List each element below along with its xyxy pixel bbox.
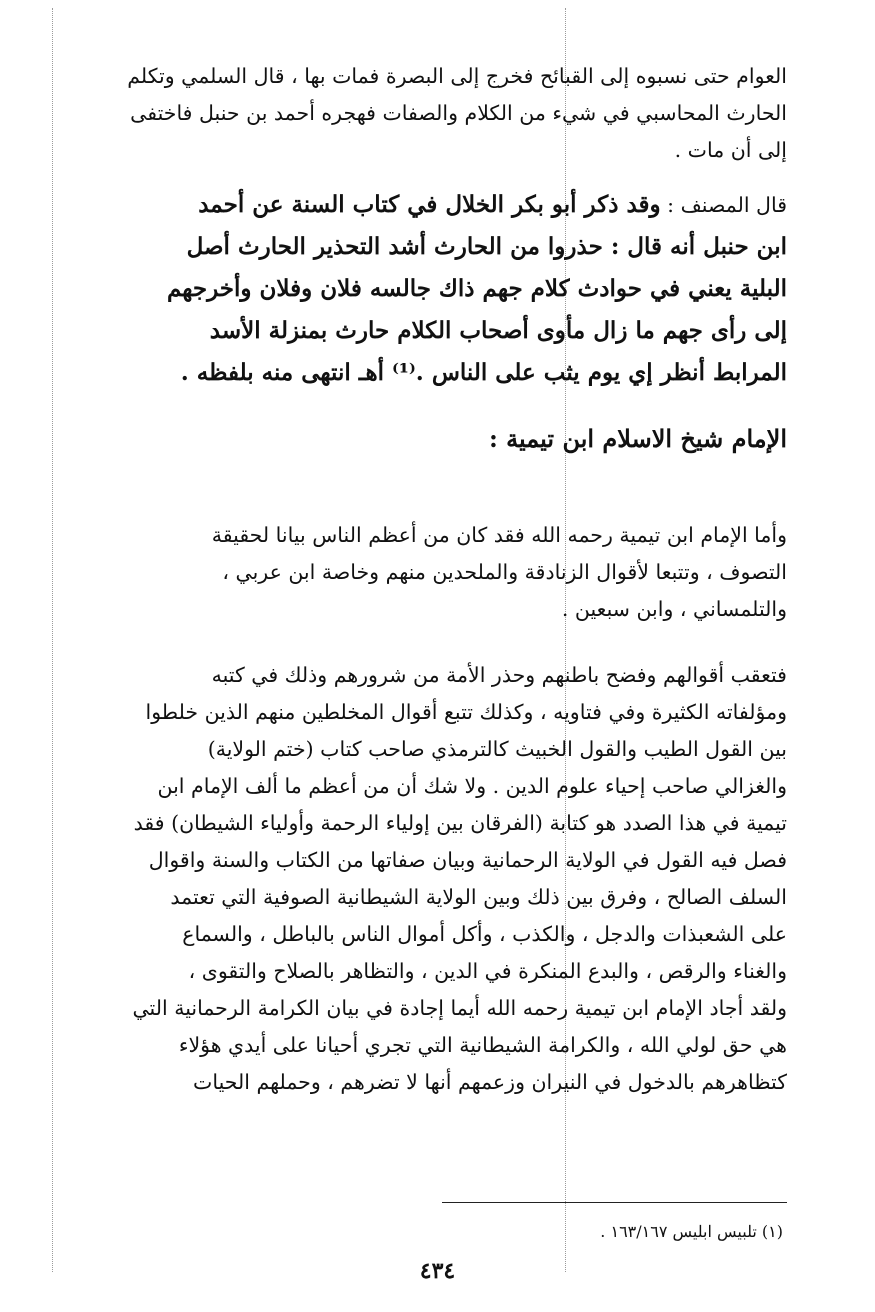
text-line: المرابط أنظر إي يوم يثب على الناس .⁽¹⁾ أهـ انتهى منه بلفظه . (180, 359, 787, 386)
footnote-divider (442, 1202, 787, 1203)
text-line: ابن حنبل أنه قال : حذروا من الحارث أشد التحذير الحارث أصل (186, 233, 787, 260)
paragraph-4 (87, 657, 787, 1101)
text-line: إلى أن مات . (674, 138, 787, 162)
footnote: (١) تلبيس ابليس ١٦٣/١٦٧ . (600, 1222, 783, 1241)
text-line: التصوف ، وتتبعا لأقوال الزنادقة والملحدين منهم وخاصة ابن عربي ، (222, 560, 787, 584)
text-line: إلى رأى جهم ما زال مأوى أصحاب الكلام حارث بمنزلة الأسد (209, 317, 787, 344)
text-line: كتظاهرهم بالدخول في النيران وزعمهم أنها لا تضرهم ، وحملهم الحيات (193, 1070, 787, 1094)
text-line: وأما الإمام ابن تيمية رحمه الله فقد كان من أعظم الناس بيانا لحقيقة (211, 523, 787, 547)
page-number: ٤٣٤ (419, 1258, 456, 1284)
text-line: الحارث المحاسبي في شيء من الكلام والصفات فهجره أحمد بن حنبل فاختفى (130, 101, 787, 125)
text-line: هي حق لولي الله ، والكرامة الشيطانية التي تجري أحيانا على أيدي هؤلاء (178, 1033, 787, 1057)
section-heading: الإمام شيخ الاسلام ابن تيمية : (488, 424, 787, 453)
text-line: والغزالي صاحب إحياء علوم الدين . ولا شك أن من أعظم ما ألف الإمام ابن (157, 774, 787, 798)
text-line: البلية يعني في حوادث كلام جهم ذاك جالسه فلان وفلان وأخرجهم (166, 275, 787, 302)
paragraph-2-quote (87, 184, 787, 394)
paragraph-3 (87, 517, 787, 628)
text-line: فتعقب أقوالهم وفضح باطنهم وحذر الأمة من شرورهم وذلك في كتبه (211, 663, 787, 687)
paragraph-1 (87, 58, 787, 169)
text-line: العوام حتى نسبوه إلى القبائح فخرج إلى البصرة فمات بها ، قال السلمي وتكلم (127, 64, 787, 88)
text-line: ولقد أجاد الإمام ابن تيمية رحمه الله أيما إجادة في بيان الكرامة الرحمانية التي (132, 996, 787, 1020)
text-line: بين القول الطيب والقول الخبيث كالترمذي صاحب كتاب (ختم الولاية) (207, 737, 787, 761)
quote-intro: قال المصنف : (660, 193, 787, 217)
text-line: والغناء والرقص ، والبدع المنكرة في الدين ، والتظاهر بالصلاح والتقوى ، (188, 959, 787, 983)
text-line: فصل فيه القول في الولاية الرحمانية وبيان صفاتها من الكتاب والسنة واقوال (148, 848, 787, 872)
text-line: السلف الصالح ، وفرق بين ذلك وبين الولاية الشيطانية الصوفية التي تعتمد (170, 885, 787, 909)
scan-guide-line (52, 8, 53, 1272)
text-line: ومؤلفاته الكثيرة وفي فتاويه ، وكذلك تتبع أقوال المخلطين منهم الذين خلطوا (145, 700, 787, 724)
text-line: على الشعبذات والدجل ، والكذب ، وأكل أموال الناس بالباطل ، والسماع (182, 922, 787, 946)
text-line: والتلمساني ، وابن سبعين . (561, 597, 787, 621)
text-line: تيمية في هذا الصدد هو كتابة (الفرقان بين إولياء الرحمة وأولياء الشيطان) فقد (133, 811, 787, 835)
quote-text: وقد ذكر أبو بكر الخلال في كتاب السنة عن أحمد (198, 191, 661, 218)
text-line (87, 184, 787, 226)
